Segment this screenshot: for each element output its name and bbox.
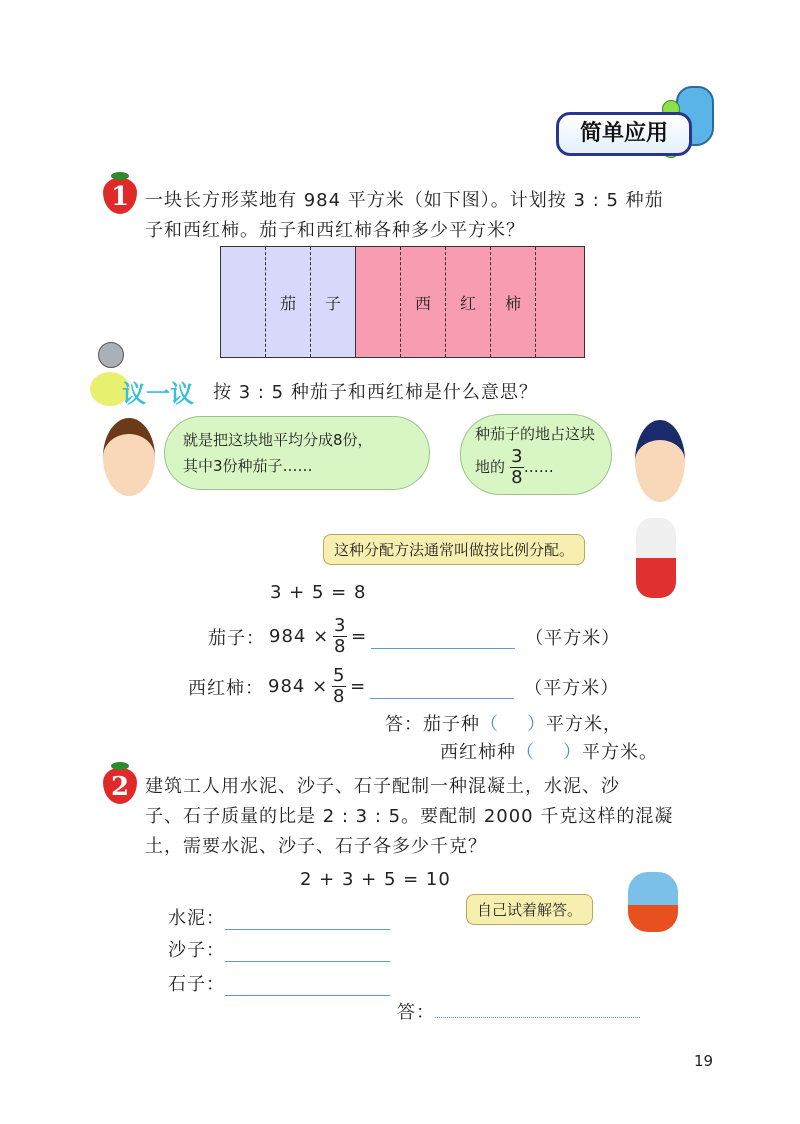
text: 平方米， (546, 714, 622, 735)
paren: ） (527, 714, 546, 735)
problem1-text-line2: 子和西红柿。茄子和西红柿各种多少平方米？ (145, 220, 525, 241)
stone-line (168, 970, 390, 996)
numerator: 5 (332, 665, 346, 686)
page-number: 19 (694, 1052, 714, 1070)
label: 茄子： (208, 627, 265, 649)
problem1-text-line1: 一块长方形菜地有 984 平方米（如下图）。计划按 3 : 5 种茄 (145, 190, 664, 211)
eggplant-equation (208, 616, 620, 657)
tomato-equation (188, 666, 619, 707)
cat-speech-bubble: 自己试着解答。 (466, 894, 593, 925)
fraction (332, 666, 346, 707)
strawberry-number-icon: 1 (103, 178, 137, 214)
denominator: 8 (333, 636, 347, 657)
boy-speech-bubble (164, 416, 430, 490)
answer1-line (385, 710, 622, 736)
girl-character-icon (635, 420, 685, 502)
boy-speech-line: 就是把这块地平均分成8份， (183, 431, 373, 449)
answer-blank[interactable] (370, 674, 514, 699)
answer-blank[interactable] (225, 909, 390, 930)
girl-speech-line (475, 447, 597, 488)
answer2-line (440, 738, 658, 764)
section-badge: 简单应用 (556, 112, 692, 156)
strawberry-number-icon: 2 (103, 768, 137, 804)
tomato-part (536, 247, 584, 357)
cement-line (168, 904, 390, 930)
paren: （ (516, 742, 535, 763)
answer-blank[interactable] (371, 624, 515, 649)
diagram-label: 柿 (504, 293, 521, 313)
boy-speech-line: 其中3份种茄子…… (183, 457, 313, 475)
tomato-part (491, 247, 536, 357)
paren: （ (480, 714, 499, 735)
text: 地的 (475, 458, 506, 476)
answer-label: 答： (397, 1002, 435, 1023)
label: 水泥： (168, 908, 225, 929)
text: 茄子种 (423, 714, 480, 735)
problem2-text-line2: 子、石子质量的比是 2 : 3 : 5。要配制 2000 千克这样的混凝 (145, 806, 674, 827)
equals: = (350, 676, 367, 697)
answer-line-2 (397, 998, 640, 1024)
sum-equation-2: 2 + 3 + 5 = 10 (300, 869, 451, 890)
unit: （平方米） (524, 677, 620, 699)
numerator: 3 (511, 446, 523, 467)
boy-character-icon (103, 418, 155, 496)
diagram-label: 子 (324, 293, 341, 313)
paren: ） (563, 742, 582, 763)
fraction (333, 616, 347, 657)
diagram-label: 红 (459, 293, 476, 313)
eggplant-part (311, 247, 356, 357)
eggplant-part (221, 247, 266, 357)
sand-line (168, 936, 390, 962)
discuss-label: 议一议 (122, 380, 194, 408)
girl-speech-bubble (460, 414, 612, 495)
fraction (510, 447, 524, 488)
equals: = (351, 626, 368, 647)
answer-blank[interactable] (435, 999, 640, 1018)
label: 石子： (168, 974, 225, 995)
expression: 984 × (268, 676, 329, 697)
field-diagram (220, 246, 585, 358)
text: 西红柿种 (440, 742, 516, 763)
tomato-part (401, 247, 446, 357)
denominator: 8 (511, 467, 523, 488)
cat-character-icon (628, 872, 678, 932)
expression: 984 × (269, 626, 330, 647)
tomato-part (446, 247, 491, 357)
eggplant-part (266, 247, 311, 357)
rabbit-character-icon (636, 518, 676, 598)
sum-equation: 3 + 5 = 8 (270, 582, 367, 603)
girl-speech-line: 种茄子的地占这块 (475, 425, 596, 443)
numerator: 3 (333, 615, 347, 636)
rabbit-speech-bubble: 这种分配方法通常叫做按比例分配。 (323, 534, 585, 565)
problem2-text-line1: 建筑工人用水泥、沙子、石子配制一种混凝土，水泥、沙 (145, 776, 620, 797)
diagram-label: 西 (414, 293, 431, 313)
label: 沙子： (168, 940, 225, 961)
answer-label: 答： (385, 714, 423, 735)
discuss-question: 按 3 : 5 种茄子和西红柿是什么意思？ (213, 382, 538, 403)
denominator: 8 (332, 686, 346, 707)
label: 西红柿： (188, 677, 264, 699)
problem2-text-line3: 土，需要水泥、沙子、石子各多少千克？ (145, 836, 487, 857)
unit: （平方米） (525, 627, 621, 649)
tomato-part (356, 247, 401, 357)
answer-blank[interactable] (225, 975, 390, 996)
answer-blank[interactable] (225, 941, 390, 962)
diagram-label: 茄 (279, 293, 296, 313)
text: 平方米。 (582, 742, 658, 763)
text: …… (523, 458, 554, 476)
